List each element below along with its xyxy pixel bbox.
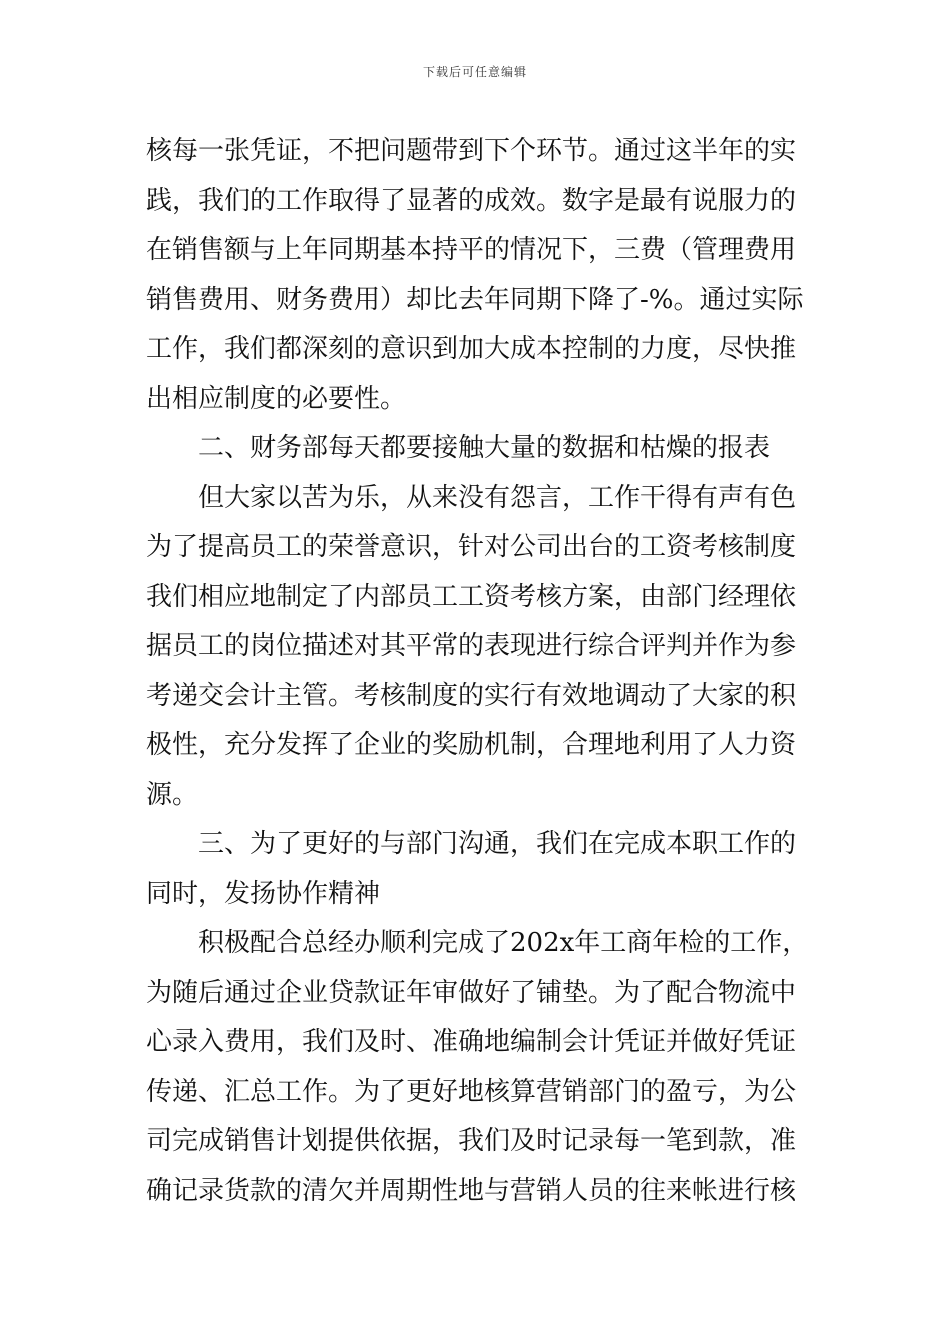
text-line: 据员工的岗位描述对其平常的表现进行综合评判并作为参 (146, 631, 797, 661)
text-line: 司完成销售计划提供依据，我们及时记录每一笔到款，准 (146, 1126, 797, 1156)
text-line: 出相应制度的必要性。 (146, 383, 407, 414)
text-line: 心录入费用，我们及时、准确地编制会计凭证并做好凭证 (146, 1027, 797, 1057)
text-line: 工作，我们都深刻的意识到加大成本控制的力度，尽快推 (146, 334, 797, 364)
text-line: 为随后通过企业贷款证年审做好了铺垫。为了配合物流中 (146, 977, 797, 1008)
text-line: 在销售额与上年同期基本持平的情况下，三费（管理费用 (146, 235, 797, 265)
text-line: 销售费用、财务费用）却比去年同期下降了-%。通过实际 (146, 284, 804, 315)
page-header: 下载后可任意编辑 (422, 65, 527, 79)
text-line: 考递交会计主管。考核制度的实行有效地调动了大家的积 (146, 680, 797, 711)
text-line: 源。 (146, 779, 199, 810)
text-line: 践，我们的工作取得了显著的成效。数字是最有说服力的 (146, 185, 797, 216)
text-line: 传递、汇总工作。为了更好地核算营销部门的盈亏，为公 (146, 1076, 797, 1107)
section-heading-2: 二、财务部每天都要接触大量的数据和枯燥的报表 (198, 433, 771, 463)
text-line: 极性，充分发挥了企业的奖励机制，合理地利用了人力资 (146, 730, 797, 760)
document-body (146, 127, 808, 1216)
text-line: 为了提高员工的荣誉意识，针对公司出台的工资考核制度 (146, 532, 797, 562)
text-line: 但大家以苦为乐，从来没有怨言，工作干得有声有色 (198, 482, 797, 513)
text-line: 积极配合总经办顺利完成了202x年工商年检的工作， (198, 928, 808, 958)
text-line: 核每一张凭证，不把问题带到下个环节。通过这半年的实 (146, 136, 797, 166)
text-line: 同时，发扬协作精神 (146, 878, 381, 909)
text-line: 我们相应地制定了内部员工工资考核方案，由部门经理依 (146, 581, 797, 612)
text-line: 确记录货款的清欠并周期性地与营销人员的往来帐进行核 (146, 1175, 797, 1206)
section-heading-3: 三、为了更好的与部门沟通，我们在完成本职工作的 (198, 829, 797, 859)
